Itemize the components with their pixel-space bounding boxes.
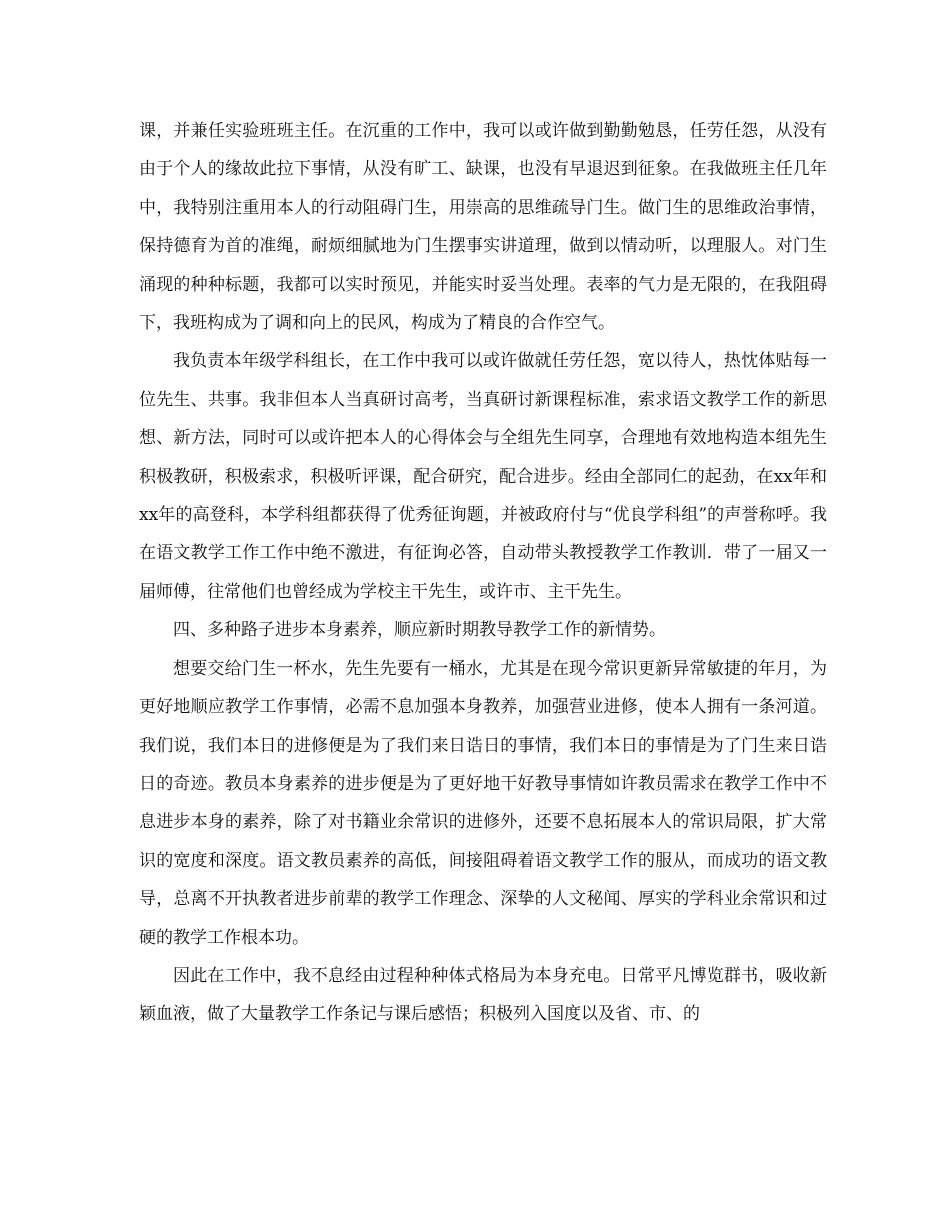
- paragraph-recharge: 因此在工作中，我不息经由过程种种体式格局为本身充电。日常平凡博览群书，吸收新颖血液，做了大量教学工作条记与课后感悟；积极列入国度以及省、市、的: [139, 965, 827, 1025]
- section-heading-four: 四、多种路子进步本身素养，顺应新时期教导教学工作的新情势。: [173, 620, 666, 641]
- paragraph-subject-leader: 我负责本年级学科组长，在工作中我可以或许做就任劳任怨，宽以待人，热忱体贴每一位先生、共事。我非但本人当真研讨高考，当真研讨新课程标准，索求语文教学工作的新思想、新方法，同时可以或许把本人的心得体会与全组先生同享，合理地有效地构造本组先生积极教研，积极索求，积极听评课，配合研究，配合进步。经由全部同仁的起劲，在xx年和xx年的高登科，本学科组都获得了优秀征询题，并被政府付与“优良学科组”的声誉称呼。我在语文教学工作工作中绝不激进，有征询必答，自动带头教授教学工作教训．带了一届又一届师傅，往常他们也曾经成为学校主干先生，或许市、主干先生。: [139, 351, 827, 602]
- document-body: [139, 112, 827, 1034]
- paragraph-class-teacher: 课，并兼任实验班班主任。在沉重的工作中，我可以或许做到勤勤勉恳，任劳任怨，从没有由于个人的缘故此拉下事情，从没有旷工、缺课，也没有早退迟到征象。在我做班主任几年中，我特别注重用本人的行动阻碍门生，用崇高的思维疏导门生。做门生的思维政治事情，保持德育为首的准绳，耐烦细腻地为门生摆事实讲道理，做到以情动听，以理服人。对门生涌现的种种标题，我都可以实时预见，并能实时妥当处理。表率的气力是无限的，在我阻碍下，我班构成为了调和向上的民风，构成为了精良的合作空气。: [139, 121, 827, 334]
- paragraph-self-improvement: 想要交给门生一杯水，先生先要有一桶水，尤其是在现今常识更新异常敏捷的年月，为更好地顺应教学工作事情，必需不息加强本身教养，加强营业进修，使本人拥有一条河道。我们说，我们本日的进修便是为了我们来日诰日的事情，我们本日的事情是为了门生来日诰日的奇迹。教员本身素养的进步便是为了更好地干好教导事情如许教员需求在教学工作中不息进步本身的素养，除了对书籍业余常识的进修外，还要不息拓展本人的常识局限，扩大常识的宽度和深度。语文教员素养的高低，间接阻碍着语文教学工作的服从，而成功的语文教导，总离不开执教者进步前辈的教学工作理念、深挚的人文秘闻、厚实的学科业余常识和过硬的教学工作根本功。: [139, 658, 827, 948]
